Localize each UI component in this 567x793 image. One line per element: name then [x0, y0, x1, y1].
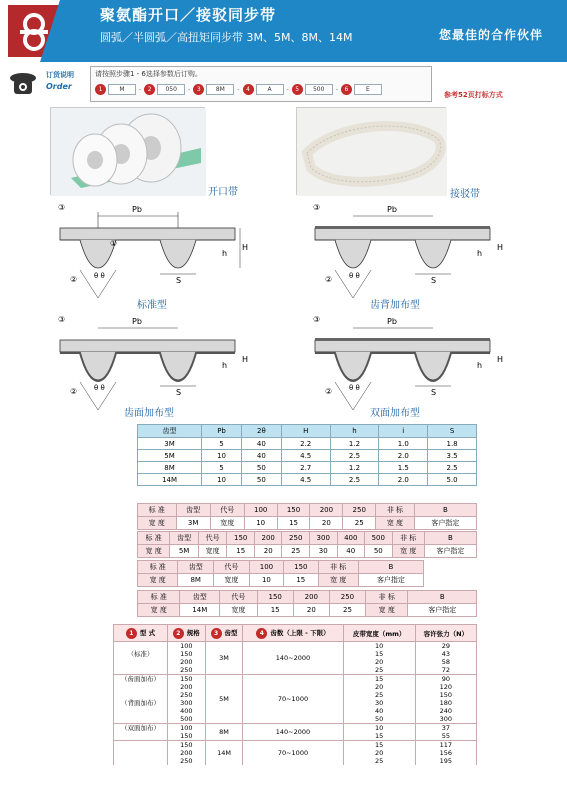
width-code: 15 [257, 604, 293, 617]
tooth-type-label: 齿型 [176, 504, 210, 517]
width-label: 宽 度 [366, 604, 408, 617]
width-code: 15 [277, 517, 310, 530]
order-spec-cell: 150 [167, 675, 205, 684]
code-label: 代号 [220, 591, 258, 604]
width-label: 宽 度 [138, 545, 170, 558]
width-value: 500 [365, 532, 393, 545]
order-width-cell: 15 [343, 675, 415, 684]
nonstd-label: 非 标 [392, 532, 424, 545]
width-code: 25 [329, 604, 365, 617]
order-step-number: 3 [193, 84, 204, 95]
spec-table [137, 424, 477, 486]
svg-text:θ θ: θ θ [94, 272, 105, 280]
b-label: B [408, 591, 477, 604]
spec-row [138, 450, 477, 462]
customer-specified: 客户指定 [408, 604, 477, 617]
order-width-cell: 25 [343, 691, 415, 699]
spec-cell: 40 [241, 450, 281, 462]
width-table [137, 531, 477, 558]
header-slogan: 您最佳的合作伙伴 [438, 28, 543, 42]
order-step-number: 6 [341, 84, 352, 95]
order-field [341, 84, 382, 95]
svg-text:H: H [242, 243, 249, 252]
spec-cell: 5 [202, 462, 242, 474]
order-field-value: E [354, 84, 382, 95]
nonstd-label: 非 标 [376, 504, 415, 517]
svg-text:Pb: Pb [387, 205, 397, 214]
order-field-separator: - [335, 86, 338, 93]
order-instruction: 请按照步骤1 - 6选择参数后订购。 [95, 70, 202, 78]
width-code: 20 [254, 545, 282, 558]
order-width-cell: 15 [343, 741, 415, 750]
svg-text:②: ② [325, 275, 333, 284]
svg-text:②: ② [70, 387, 78, 396]
width-code: 15 [227, 545, 255, 558]
spec-cell: 1.5 [379, 462, 428, 474]
width-value: 200 [310, 504, 343, 517]
width-value: 150 [277, 504, 310, 517]
header-step-number: 1 [126, 628, 137, 639]
header-step-number: 2 [173, 628, 184, 639]
spec-cell: 1.2 [330, 438, 379, 450]
spec-cell: 50 [241, 474, 281, 486]
svg-text:H: H [497, 243, 504, 252]
order-step-number: 5 [292, 84, 303, 95]
spec-cell: 2.5 [330, 474, 379, 486]
order-spec-cell: 250 [167, 757, 205, 765]
order-field-separator: - [139, 86, 142, 93]
order-spec-cell: 150 [167, 732, 205, 741]
order-field [292, 84, 338, 95]
order-width-cell: 40 [343, 707, 415, 715]
width-code: 10 [249, 574, 283, 587]
tooth-type-label: 齿型 [180, 591, 220, 604]
order-width-cell: 10 [343, 642, 415, 651]
order-table-row [114, 724, 477, 733]
b-label: B [424, 532, 476, 545]
order-type-cell [114, 757, 168, 765]
order-tension-cell: 55 [415, 732, 476, 741]
order-spec-cell: 250 [167, 666, 205, 675]
order-tension-cell: 117 [415, 741, 476, 750]
width-short-label: 宽度 [210, 517, 244, 530]
tooth-type-label: 齿型 [178, 561, 214, 574]
order-tooth-range: 140~2000 [243, 642, 343, 675]
order-type-cell [114, 691, 168, 699]
width-code: 25 [343, 517, 376, 530]
width-value: 100 [249, 561, 283, 574]
diagram-label-face-fabric: 齿面加布型 [124, 408, 174, 419]
code-label: 代号 [210, 504, 244, 517]
joined-belt-caption: 接驳带 [450, 189, 480, 200]
order-tension-cell: 240 [415, 707, 476, 715]
order-step-number: 2 [144, 84, 155, 95]
width-label: 宽 度 [138, 574, 178, 587]
width-table-row [138, 591, 477, 604]
order-step-number: 4 [243, 84, 254, 95]
order-tension-cell: 58 [415, 658, 476, 666]
svg-text:θ θ: θ θ [94, 384, 105, 392]
width-code: 40 [337, 545, 365, 558]
order-type-cell: （背面加布） [114, 699, 168, 707]
spec-header: Pb [202, 425, 242, 438]
svg-text:②: ② [325, 387, 333, 396]
order-field-separator: - [286, 86, 289, 93]
order-spec-cell: 100 [167, 642, 205, 651]
width-value: 100 [244, 504, 277, 517]
spec-cell: 5 [202, 438, 242, 450]
order-spec-cell: 200 [167, 683, 205, 691]
page-subtitle: 圆弧／半圆弧／高扭矩同步带 3M、5M、8M、14M [100, 31, 353, 44]
header-step-number: 3 [211, 628, 222, 639]
order-width-cell: 15 [343, 650, 415, 658]
order-section [8, 66, 428, 102]
svg-text:S: S [431, 388, 437, 397]
width-table-row [138, 574, 424, 587]
svg-text:h: h [477, 249, 483, 258]
order-tension-cell: 195 [415, 757, 476, 765]
width-label: 宽 度 [376, 517, 415, 530]
order-width-cell: 50 [343, 715, 415, 724]
svg-text:Pb: Pb [387, 317, 397, 326]
order-table-header [114, 625, 168, 642]
svg-text:①: ① [110, 239, 118, 248]
order-tension-cell: 43 [415, 650, 476, 658]
order-type-cell: （齿面加布） [114, 675, 168, 684]
b-label: B [414, 504, 476, 517]
width-value: 250 [282, 532, 310, 545]
header-step-number: 4 [256, 628, 267, 639]
order-header-label: 型 式 [139, 628, 156, 637]
standard-label: 标 准 [138, 532, 170, 545]
order-type-cell [114, 658, 168, 666]
customer-specified: 客户指定 [414, 517, 476, 530]
svg-text:②: ② [70, 275, 78, 284]
spec-cell: 1.0 [379, 438, 428, 450]
spec-cell: 14M [138, 474, 202, 486]
standard-label: 标 准 [138, 561, 178, 574]
nonstd-label: 非 标 [318, 561, 358, 574]
spec-row [138, 474, 477, 486]
order-spec-cell: 250 [167, 691, 205, 699]
order-type-cell [114, 732, 168, 741]
spec-cell: 5.0 [428, 474, 477, 486]
spec-cell: 10 [202, 474, 242, 486]
tooth-type-value: 8M [178, 574, 214, 587]
svg-text:Pb: Pb [132, 317, 142, 326]
width-code: 30 [309, 545, 337, 558]
order-header-label: 容许张力（N） [423, 629, 469, 638]
order-width-cell: 20 [343, 749, 415, 757]
order-table-row [114, 741, 477, 750]
order-type-cell [114, 741, 168, 750]
customer-specified: 客户指定 [424, 545, 476, 558]
spec-cell: 2.7 [281, 462, 330, 474]
order-width-cell: 25 [343, 666, 415, 675]
order-type-cell: （双面加布） [114, 724, 168, 733]
order-tooth-type: 3M [205, 642, 243, 675]
order-tension-cell: 37 [415, 724, 476, 733]
order-width-cell: 10 [343, 724, 415, 733]
order-header-label: 齿数（上限 - 下限） [270, 628, 330, 637]
width-code: 20 [310, 517, 343, 530]
order-tension-cell: 29 [415, 642, 476, 651]
spec-header: i [379, 425, 428, 438]
order-fields [95, 84, 382, 95]
svg-text:h: h [222, 249, 228, 258]
width-code: 25 [282, 545, 310, 558]
customer-specified: 客户指定 [358, 574, 423, 587]
order-tension-cell: 180 [415, 699, 476, 707]
order-width-cell: 20 [343, 658, 415, 666]
spec-cell: 40 [241, 438, 281, 450]
spec-row [138, 438, 477, 450]
svg-text:③: ③ [313, 203, 321, 212]
order-header-label: 皮带宽度（mm） [352, 629, 406, 638]
order-label-cn: 订货说明 [46, 71, 74, 79]
order-tooth-type: 5M [205, 675, 243, 724]
order-field [243, 84, 289, 95]
order-type-cell: （标准） [114, 650, 168, 658]
spec-cell: 2.5 [428, 462, 477, 474]
order-tension-cell: 300 [415, 715, 476, 724]
width-code: 10 [244, 517, 277, 530]
nonstd-label: 非 标 [366, 591, 408, 604]
order-spec-cell: 150 [167, 741, 205, 750]
order-field [193, 84, 239, 95]
order-table-header [415, 625, 476, 642]
svg-text:S: S [431, 276, 437, 285]
order-field-separator: - [188, 86, 191, 93]
order-spec-cell: 500 [167, 715, 205, 724]
width-code: 20 [293, 604, 329, 617]
spec-cell: 50 [241, 462, 281, 474]
order-table-header [243, 625, 343, 642]
order-type-cell [114, 666, 168, 675]
phone-icon [8, 68, 38, 98]
width-value: 150 [227, 532, 255, 545]
svg-text:③: ③ [58, 315, 66, 324]
order-field-value: 500 [305, 84, 333, 95]
order-field-value: 050 [157, 84, 185, 95]
order-spec-cell: 300 [167, 699, 205, 707]
order-spec-cell: 100 [167, 724, 205, 733]
diagram-label-back-fabric: 齿背加布型 [370, 300, 420, 311]
standard-label: 标 准 [138, 591, 180, 604]
order-tension-cell: 156 [415, 749, 476, 757]
width-label: 宽 度 [138, 517, 177, 530]
order-spec-cell: 200 [167, 749, 205, 757]
width-value: 400 [337, 532, 365, 545]
spec-cell: 3M [138, 438, 202, 450]
order-width-cell: 15 [343, 732, 415, 741]
code-label: 代号 [198, 532, 227, 545]
width-code: 50 [365, 545, 393, 558]
open-belt-caption: 开口带 [208, 187, 238, 198]
width-table-row [138, 545, 477, 558]
width-table [137, 590, 477, 617]
width-value: 150 [257, 591, 293, 604]
svg-text:③: ③ [58, 203, 66, 212]
width-value: 300 [309, 532, 337, 545]
svg-text:θ θ: θ θ [349, 384, 360, 392]
diagram-label-double-fabric: 双面加布型 [370, 408, 420, 419]
diagram-label-standard: 标准型 [137, 300, 167, 311]
width-label: 宽 度 [318, 574, 358, 587]
spec-cell: 3.5 [428, 450, 477, 462]
svg-text:θ θ: θ θ [349, 272, 360, 280]
order-table-header [205, 625, 243, 642]
order-code-box [90, 66, 432, 102]
spec-cell: 2.0 [379, 474, 428, 486]
spec-header: S [428, 425, 477, 438]
spec-row [138, 462, 477, 474]
order-width-cell: 25 [343, 757, 415, 765]
standard-label: 标 准 [138, 504, 177, 517]
width-table-row [138, 504, 477, 517]
tooth-type-value: 5M [170, 545, 199, 558]
width-table [137, 560, 424, 587]
width-table-row [138, 561, 424, 574]
spec-cell: 2.5 [330, 450, 379, 462]
order-width-cell: 30 [343, 699, 415, 707]
order-header-label: 规格 [186, 628, 200, 637]
open-belt-photo [50, 107, 205, 195]
belt-profile-diagrams [40, 198, 560, 420]
svg-text:h: h [222, 361, 228, 370]
spec-header: 2θ [241, 425, 281, 438]
order-type-cell [114, 715, 168, 724]
order-tooth-range: 70~1000 [243, 741, 343, 766]
tooth-type-value: 3M [176, 517, 210, 530]
width-label: 宽 度 [138, 604, 180, 617]
order-step-number: 1 [95, 84, 106, 95]
spec-cell: 4.5 [281, 474, 330, 486]
page-title: 聚氨酯开口／接驳同步带 [100, 6, 277, 24]
order-field [95, 84, 141, 95]
order-spec-cell: 150 [167, 650, 205, 658]
order-width-cell: 20 [343, 683, 415, 691]
order-tooth-range: 70~1000 [243, 675, 343, 724]
order-tooth-type: 8M [205, 724, 243, 741]
order-table-header [343, 625, 415, 642]
svg-text:③: ③ [313, 315, 321, 324]
svg-text:H: H [497, 355, 504, 364]
order-tension-cell: 72 [415, 666, 476, 675]
width-value: 250 [343, 504, 376, 517]
order-tension-cell: 120 [415, 683, 476, 691]
order-type-cell [114, 707, 168, 715]
order-field [144, 84, 190, 95]
width-short-label: 宽度 [214, 574, 250, 587]
tooth-type-label: 齿型 [170, 532, 199, 545]
b-label: B [358, 561, 423, 574]
order-tooth-type: 14M [205, 741, 243, 766]
svg-text:S: S [176, 388, 182, 397]
joined-belt-photo [296, 107, 446, 195]
spec-cell: 2.2 [281, 438, 330, 450]
order-spec-cell: 400 [167, 707, 205, 715]
order-header-label: 齿型 [224, 628, 238, 637]
spec-cell: 2.0 [379, 450, 428, 462]
width-short-label: 宽度 [220, 604, 258, 617]
width-value: 250 [329, 591, 365, 604]
width-code: 15 [284, 574, 318, 587]
width-short-label: 宽度 [198, 545, 227, 558]
width-table-row [138, 604, 477, 617]
reference-note: 参考52页打标方式 [444, 91, 503, 99]
svg-text:S: S [176, 276, 182, 285]
order-table-header [167, 625, 205, 642]
page-header [0, 0, 567, 62]
order-field-value: M [108, 84, 136, 95]
width-label: 宽 度 [392, 545, 424, 558]
tooth-type-value: 14M [180, 604, 220, 617]
width-table [137, 503, 477, 530]
spec-cell: 1.2 [330, 462, 379, 474]
diagram-pb-label: Pb [132, 205, 142, 214]
order-field-value: 8M [206, 84, 234, 95]
order-tension-cell: 90 [415, 675, 476, 684]
order-tooth-range: 140~2000 [243, 724, 343, 741]
code-label: 代号 [214, 561, 250, 574]
order-spec-cell: 200 [167, 658, 205, 666]
width-value: 200 [293, 591, 329, 604]
order-table-row [114, 642, 477, 651]
order-field-value: A [256, 84, 284, 95]
svg-text:h: h [477, 361, 483, 370]
spec-cell: 8M [138, 462, 202, 474]
brand-logo [0, 0, 70, 62]
spec-header: 齿型 [138, 425, 202, 438]
spec-header: h [330, 425, 379, 438]
order-label-en: Order [46, 82, 72, 91]
width-table-row [138, 532, 477, 545]
order-field-separator: - [237, 86, 240, 93]
width-table-row [138, 517, 477, 530]
svg-text:H: H [242, 355, 249, 364]
width-value: 150 [284, 561, 318, 574]
width-value: 200 [254, 532, 282, 545]
spec-cell: 4.5 [281, 450, 330, 462]
order-type-cell [114, 642, 168, 651]
spec-cell: 1.8 [428, 438, 477, 450]
order-type-cell [114, 749, 168, 757]
order-tension-cell: 150 [415, 691, 476, 699]
spec-header: H [281, 425, 330, 438]
order-table [113, 624, 477, 765]
spec-cell: 10 [202, 450, 242, 462]
order-table-row [114, 675, 477, 684]
spec-cell: 5M [138, 450, 202, 462]
order-type-cell [114, 683, 168, 691]
